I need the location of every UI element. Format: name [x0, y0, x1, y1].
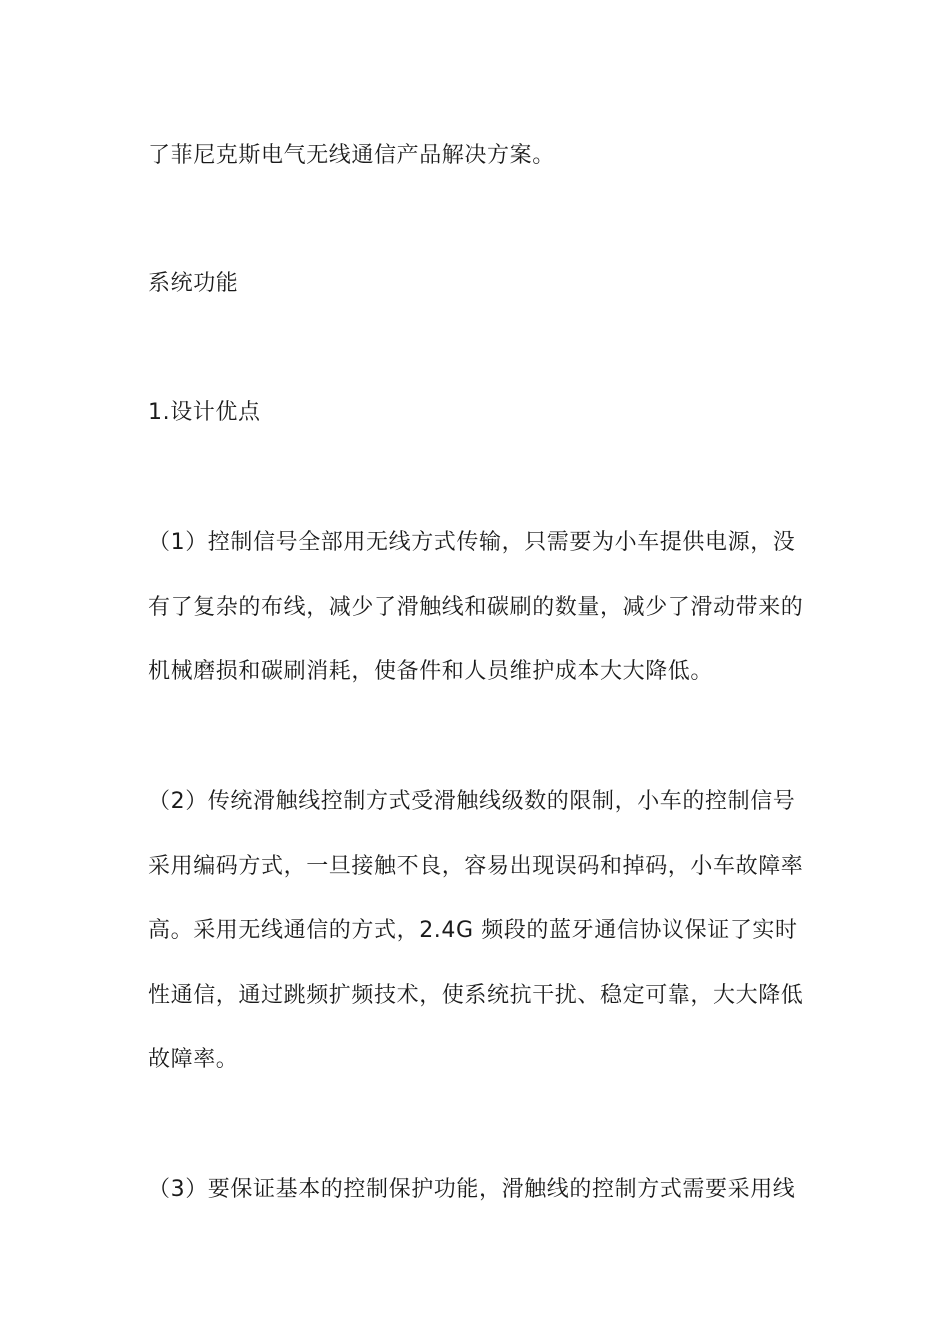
intro-tail-text: 了菲尼克斯电气无线通信产品解决方案。	[148, 143, 555, 168]
section-heading: 系统功能	[148, 271, 239, 296]
paragraph-line: 性通信，通过跳频扩频技术，使系统抗干扰、稳定可靠，大大降低	[148, 983, 804, 1008]
paragraph-line: 故障率。	[148, 1047, 239, 1072]
paragraph-line: 采用编码方式，一旦接触不良，容易出现误码和掉码，小车故障率	[148, 854, 804, 879]
paragraph-line: 高。采用无线通信的方式，2.4G 频段的蓝牙通信协议保证了实时	[148, 918, 798, 943]
paragraph-line: 有了复杂的布线，减少了滑触线和碳刷的数量，减少了滑动带来的	[148, 595, 804, 620]
paragraph-line: 机械磨损和碳刷消耗，使备件和人员维护成本大大降低。	[148, 659, 714, 684]
paragraph-line: （1）控制信号全部用无线方式传输，只需要为小车提供电源，没	[148, 530, 796, 555]
paragraph-line: （3）要保证基本的控制保护功能，滑触线的控制方式需要采用线	[148, 1177, 796, 1202]
subsection-heading: 1.设计优点	[148, 400, 261, 425]
paragraph-line: （2）传统滑触线控制方式受滑触线级数的限制，小车的控制信号	[148, 789, 796, 814]
